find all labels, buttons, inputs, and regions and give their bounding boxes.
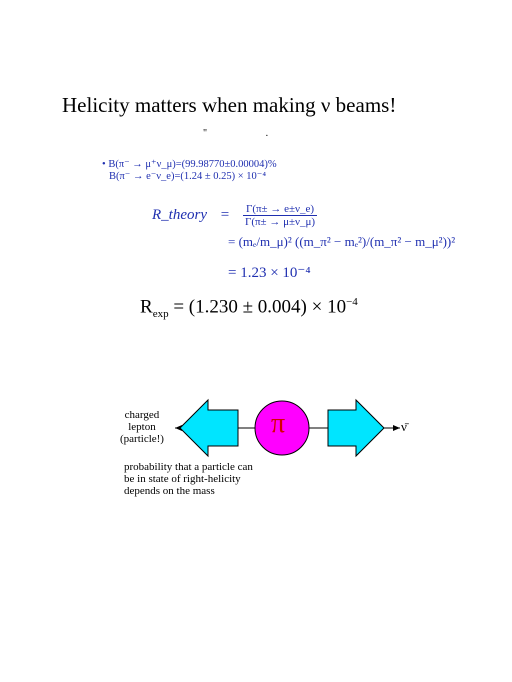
caption-line: be in state of right-helicity [124, 473, 241, 485]
r-theory-lhs: R_theory [152, 206, 207, 223]
antineutrino-label: ν̄ [401, 419, 407, 434]
fraction-numerator: Γ(π± → e±ν_e) [243, 203, 317, 216]
charged-lepton-label [120, 409, 164, 445]
bullet-marker: • [102, 159, 106, 170]
equals-sign: = [220, 206, 230, 223]
page-title: Helicity matters when making ν beams! [62, 93, 397, 117]
helicity-caption [124, 461, 253, 497]
axis-arrow-right-icon [393, 425, 400, 431]
caption-line: depends on the mass [124, 485, 215, 497]
caption-line: probability that a particle can [124, 461, 253, 473]
neutrino-momentum-arrow-icon [328, 400, 384, 456]
r-symbol: R [140, 296, 153, 318]
mass-ratio-equation: = (mₑ/m_μ)² ((m_π² − mₑ²)/(m_π² − m_μ²))² [228, 234, 456, 249]
r-exp-exponent: −4 [346, 296, 358, 308]
lepton-label-line: (particle!) [120, 433, 164, 445]
r-theory-equation [152, 203, 317, 228]
r-exp-value: = (1.230 ± 0.004) × 10 [168, 296, 347, 318]
branching-ratio-muon: B(π⁻ → μ⁺ν_μ)=(99.98770±0.00004)% [108, 159, 277, 170]
branching-ratio-item [102, 171, 277, 183]
decay-width-fraction [243, 203, 317, 228]
branching-ratio-item [102, 159, 277, 171]
lepton-label-line: lepton [128, 421, 156, 433]
r-subscript: exp [152, 308, 169, 321]
r-experimental [140, 296, 358, 320]
lepton-label-line: charged [124, 409, 160, 421]
pion-symbol: π [271, 408, 286, 439]
decorative-dots: " . [203, 128, 297, 139]
branching-ratio-list [102, 159, 277, 183]
branching-ratio-electron: B(π⁻ → e⁻ν_e)=(1.24 ± 0.25) × 10⁻⁴ [109, 171, 267, 182]
fraction-denominator: Γ(π± → μ±ν_μ) [244, 216, 316, 228]
r-theory-value: = 1.23 × 10⁻⁴ [228, 265, 311, 281]
lepton-momentum-arrow-icon [180, 400, 238, 456]
